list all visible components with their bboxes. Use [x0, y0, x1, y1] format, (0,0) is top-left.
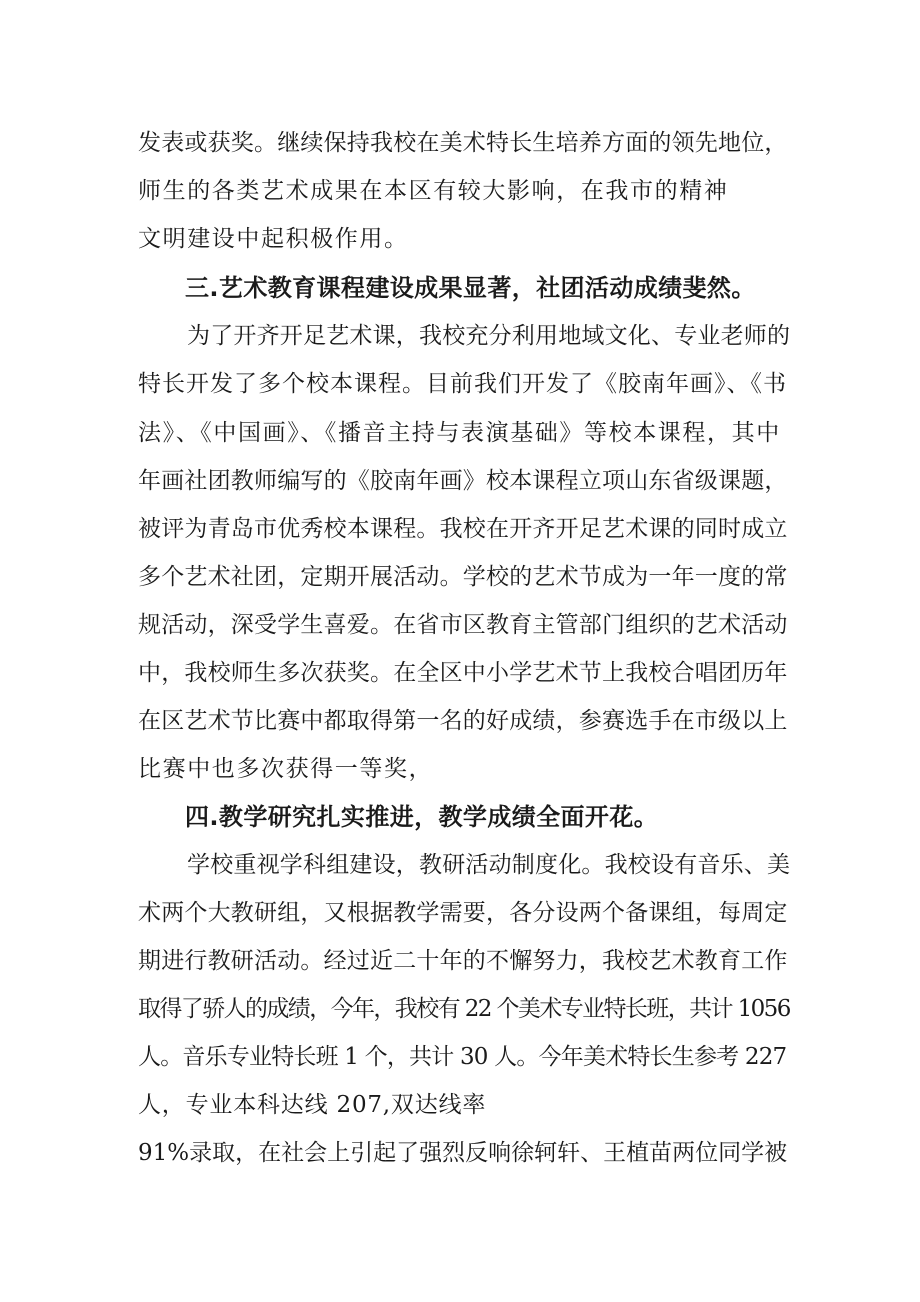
paragraph-line: 比赛中也多次获得一等奖，: [138, 756, 434, 782]
paragraph-line: 91%录取，在社会上引起了强烈反响徐轲轩、王植苗两位同学被: [138, 1140, 788, 1166]
paragraph-line: 特长开发了多个校本课程。目前我们开发了《胶南年画》、《书: [138, 371, 787, 397]
paragraph-line: 在区艺术节比赛中都取得第一名的好成绩，参赛选手在市级以上: [138, 708, 788, 734]
paragraph-line: 规活动，深受学生喜爱。在省市区教育主管部门组织的艺术活动: [138, 612, 788, 638]
paragraph-line: 发表或获奖。继续保持我校在美术特长生培养方面的领先地位，: [138, 130, 788, 156]
paragraph-line: 人，专业本科达线 207,双达线率: [138, 1092, 487, 1118]
section-heading-4: 四.教学研究扎实推进，教学成绩全面开花。: [185, 803, 659, 831]
paragraph-line: 取得了骄人的成绩，今年，我校有 22 个美术专业特长班，共计 1056: [138, 996, 790, 1022]
paragraph-line: 师生的各类艺术成果在本区有较大影响，在我市的精神: [138, 178, 729, 204]
paragraph-line: 人。音乐专业特长班 1 个，共计 30 人。今年美术特长生参考 227: [138, 1044, 787, 1070]
paragraph-line: 文明建设中起积极作用。: [138, 226, 409, 252]
paragraph-line: 被评为青岛市优秀校本课程。我校在开齐开足艺术课的同时成立: [138, 516, 788, 542]
paragraph-line: 期进行教研活动。经过近二十年的不懈努力，我校艺术教育工作: [138, 948, 788, 974]
paragraph-line: 年画社团教师编写的《胶南年画》校本课程立项山东省级课题，: [138, 468, 788, 494]
paragraph-line: 术两个大教研组，又根据教学需要，各分设两个备课组，每周定: [138, 900, 788, 926]
section-heading-3: 三.艺术教育课程建设成果显著，社团活动成绩斐然。: [185, 274, 756, 302]
paragraph-line: 多个艺术社团，定期开展活动。学校的艺术节成为一年一度的常: [138, 564, 788, 590]
paragraph-line: 学校重视学科组建设，教研活动制度化。我校设有音乐、美: [187, 852, 791, 878]
paragraph-line: 中，我校师生多次获奖。在全区中小学艺术节上我校合唱团历年: [138, 660, 788, 686]
paragraph-line: 法》、《中国画》、《播音主持与表演基础》等校本课程，其中: [138, 420, 781, 446]
paragraph-line: 为了开齐开足艺术课，我校充分利用地域文化、专业老师的: [187, 323, 791, 349]
